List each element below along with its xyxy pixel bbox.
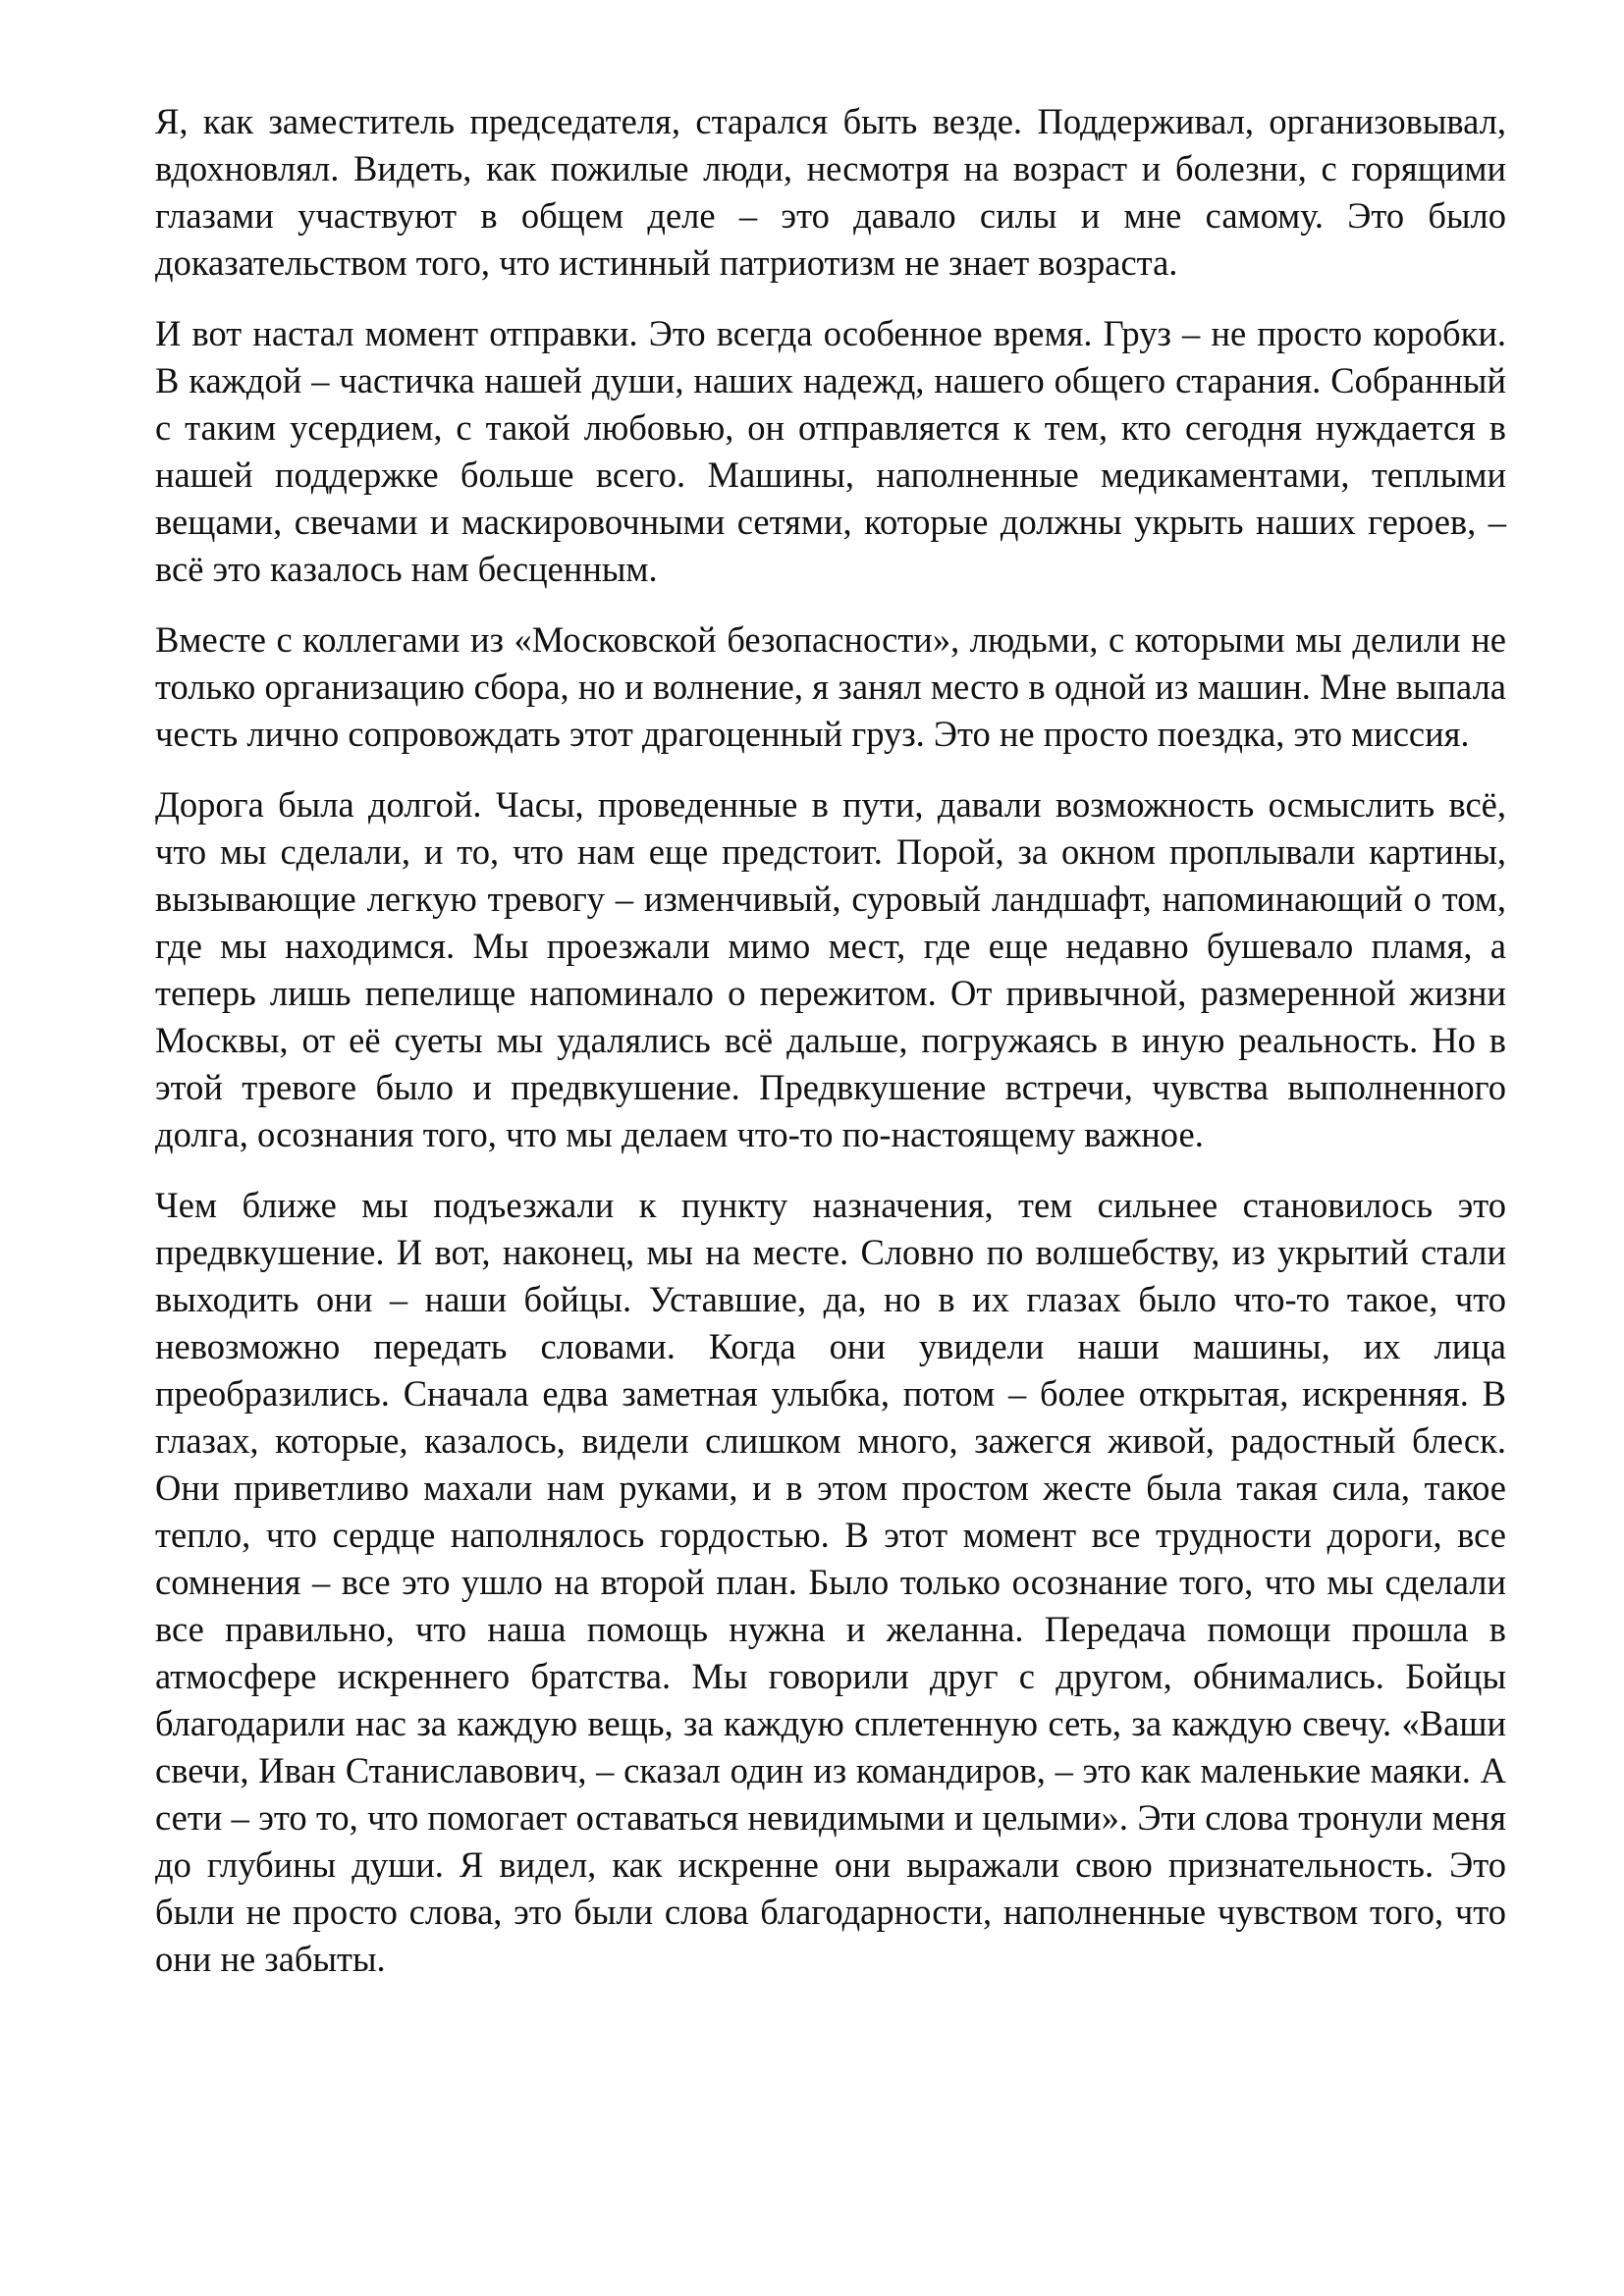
paragraph-1: Я, как заместитель председателя, старался быть везде. Поддерживал, организовывал, вдохновлял. Видеть, как пожилые люди, несмотря на возраст и болезни, с горящими глазами участвуют в общем деле – это давало силы и мне самому. Это было доказательством того, что истинный патриотизм не знает возраста. [155,101,1506,283]
document-page [155,98,1506,2006]
paragraph-5: Чем ближе мы подъезжали к пункту назначения, тем сильнее становилось это предвкушение. И вот, наконец, мы на месте. Словно по волшебству, из укрытий стали выходить они – наши бойцы. Уставшие, да, но в их глазах было что-то такое, что невозможно передать словами. Когда они увидели наши машины, их лица преобразились. Сначала едва заметная улыбка, потом – более открытая, искренняя. В глазах, которые, казалось, видели слишком много, зажегся живой, радостный блеск. Они приветливо махали нам руками, и в этом простом жесте была такая сила, такое тепло, что сердце наполнялось гордостью. В этот момент все трудности дороги, все сомнения – все это ушло на второй план. Было только осознание того, что мы сделали все правильно, что наша помощь нужна и желанна. Передача помощи прошла в атмосфере искреннего братства. Мы говорили друг с другом, обнимались. Бойцы благодарили нас за каждую вещь, за каждую сплетенную сеть, за каждую свечу. «Ваши свечи, Иван Станиславович, – сказал один из командиров, – это как маленькие маяки. А сети – это то, что помогает оставаться невидимыми и целыми». Эти слова тронули меня до глубины души. Я видел, как искренне они выражали свою признательность. Это были не просто слова, это были слова благодарности, наполненные чувством того, что они не забыты. [155,1185,1506,1979]
paragraph-4: Дорога была долгой. Часы, проведенные в пути, давали возможность осмыслить всё, что мы сделали, и то, что нам еще предстоит. Порой, за окном проплывали картины, вызывающие легкую тревогу – изменчивый, суровый ландшафт, напоминающий о том, где мы находимся. Мы проезжали мимо мест, где еще недавно бушевало пламя, а теперь лишь пепелище напоминало о пережитом. От привычной, размеренной жизни Москвы, от её суеты мы удалялись всё дальше, погружаясь в иную реальность. Но в этой тревоге было и предвкушение. Предвкушение встречи, чувства выполненного долга, осознания того, что мы делаем что-то по-настоящему важное. [155,784,1506,1154]
paragraph-2: И вот настал момент отправки. Это всегда особенное время. Груз – не просто коробки. В каждой – частичка нашей души, наших надежд, нашего общего старания. Собранный с таким усердием, с такой любовью, он отправляется к тем, кто сегодня нуждается в нашей поддержке больше всего. Машины, наполненные медикаментами, теплыми вещами, свечами и маскировочными сетями, которые должны укрыть наших героев, – всё это казалось нам бесценным. [155,313,1506,589]
paragraph-3: Вместе с коллегами из «Московской безопасности», людьми, с которыми мы делили не только организацию сбора, но и волнение, я занял место в одной из машин. Мне выпала честь лично сопровождать этот драгоценный груз. Это не просто поездка, это миссия. [155,619,1506,754]
